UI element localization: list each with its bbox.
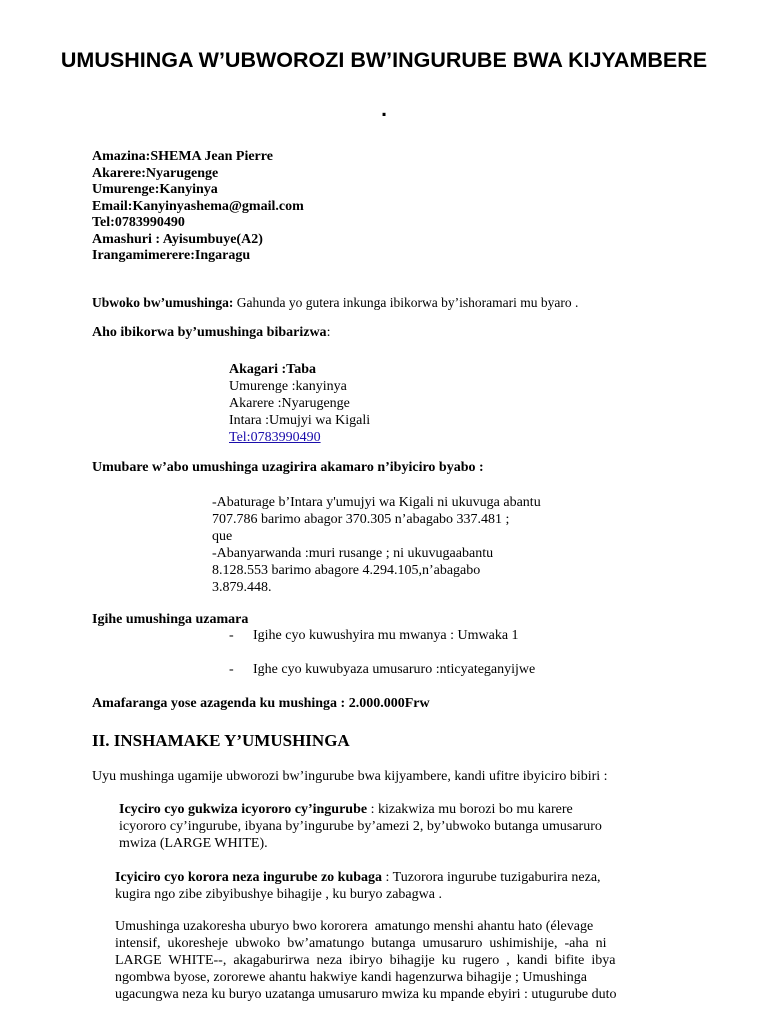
location-sector: Umurenge :kanyinya: [229, 379, 347, 394]
beneficiaries-block: [212, 494, 541, 596]
beneficiaries-line: 3.879.448.: [212, 580, 272, 595]
beneficiaries-line: -Abanyarwanda :muri rusange ; ni ukuvugaabantu: [212, 546, 494, 561]
location-heading-colon: :: [326, 325, 331, 340]
duration-heading: Igihe umushinga uzamara: [92, 612, 249, 627]
contact-education: Amashuri : Ayisumbuye(A2): [92, 231, 263, 247]
contact-phone: Tel:0783990490: [92, 215, 185, 230]
section-heading: II. INSHAMAKE Y’UMUSHINGA: [92, 731, 350, 750]
contact-marital-status: Irangamimerere:Ingaragu: [92, 248, 251, 263]
phase2-paragraph: [115, 869, 601, 903]
phase1-text: icyororo cy’ingurube, ibyana by’ingurube by’amezi 2, by’ubwoko butanga umusaruro: [119, 819, 602, 834]
contact-district: Akarere:Nyarugenge: [92, 165, 219, 181]
body-line: Umushinga uzakoresha uburyo bwo kororera amatungo menshi ahantu hato (élevage: [115, 919, 594, 934]
beneficiaries-heading: Umubare w’abo umushinga uzagirira akamaro n’ibyiciro byabo :: [92, 460, 484, 475]
contact-email: Email:Kanyinyashema@gmail.com: [92, 198, 304, 214]
phase1-label: Icyciro cyo gukwiza icyororo cy’ingurube: [119, 802, 368, 817]
location-district: Akarere :Nyarugenge: [229, 396, 350, 411]
contact-block: [92, 149, 304, 265]
phase2-text: kugira ngo zibe zibyibushye bihagije , ku buryo zabagwa .: [115, 887, 442, 902]
location-province: Intara :Umujyi wa Kigali: [229, 413, 371, 428]
body-line: ugacungwa neza ku buryo uzatanga umusaruro mwiza ku mpande ebyiri : utugurube duto: [115, 987, 617, 1002]
body-paragraph: [115, 918, 681, 1003]
budget-line: Amafaranga yose azagenda ku mushinga : 2.000.000Frw: [92, 696, 430, 711]
phase2-label: Icyiciro cyo korora neza ingurube zo kubaga: [115, 870, 383, 885]
title-dot: .: [381, 98, 387, 121]
beneficiaries-line: que: [212, 529, 233, 544]
duration-item: Ighe cyo kuwubyaza umusaruro :nticyateganyijwe: [253, 662, 536, 677]
beneficiaries-line: 8.128.553 barimo abagore 4.294.105,n’abagabo: [212, 563, 481, 578]
document-title: UMUSHINGA W’UBWOROZI BW’INGURUBE BWA KIJYAMBERE: [60, 48, 708, 72]
phase2-text: : Tuzorora ingurube tuzigaburira neza,: [382, 870, 601, 885]
beneficiaries-line: -Abaturage b’Intara y'umujyi wa Kigali ni ukuvuga abantu: [212, 495, 541, 510]
contact-sector: Umurenge:Kanyinya: [92, 182, 218, 197]
location-block: [229, 361, 370, 446]
body-line: intensif, ukoresheje ubwoko bw’amatungo butanga umusaruro ushimishije, -aha ni: [115, 936, 607, 951]
project-type-value: Gahunda yo gutera inkunga ibikorwa by’ishoramari mu byaro .: [233, 295, 579, 310]
location-cell: Akagari :Taba: [229, 362, 317, 377]
body-line: LARGE WHITE--, akagaburirwa neza ibiryo bihagije ku rugero , kandi bifite ibya: [115, 953, 616, 968]
phase1-text: : kizakwiza mu borozi bo mu karere: [367, 802, 573, 817]
phase1-paragraph: [119, 801, 602, 852]
phone-link[interactable]: Tel:0783990490: [229, 430, 321, 445]
project-type: [92, 295, 578, 312]
bullet-dash: -: [229, 662, 234, 677]
project-type-label: Ubwoko bw’umushinga:: [92, 295, 234, 310]
duration-item: Igihe cyo kuwushyira mu mwanya : Umwaka 1: [253, 628, 519, 643]
body-line: ngombwa byose, zororewe ahantu hakwiye kandi hagenzurwa bihagije ; Umushinga: [115, 970, 587, 985]
contact-name: Amazina:SHEMA Jean Pierre: [92, 149, 273, 164]
bullet-dash: -: [229, 628, 234, 643]
location-heading: [92, 325, 330, 342]
section-intro: Uyu mushinga ugamije ubworozi bw’ingurube bwa kijyambere, kandi ufitre ibyiciro bibiri :: [92, 769, 608, 784]
phase1-text: mwiza (LARGE WHITE).: [119, 836, 268, 851]
beneficiaries-line: 707.786 barimo abagor 370.305 n’abagabo 337.481 ;: [212, 512, 510, 527]
location-heading-text: Aho ibikorwa by’umushinga bibarizwa: [92, 325, 327, 340]
